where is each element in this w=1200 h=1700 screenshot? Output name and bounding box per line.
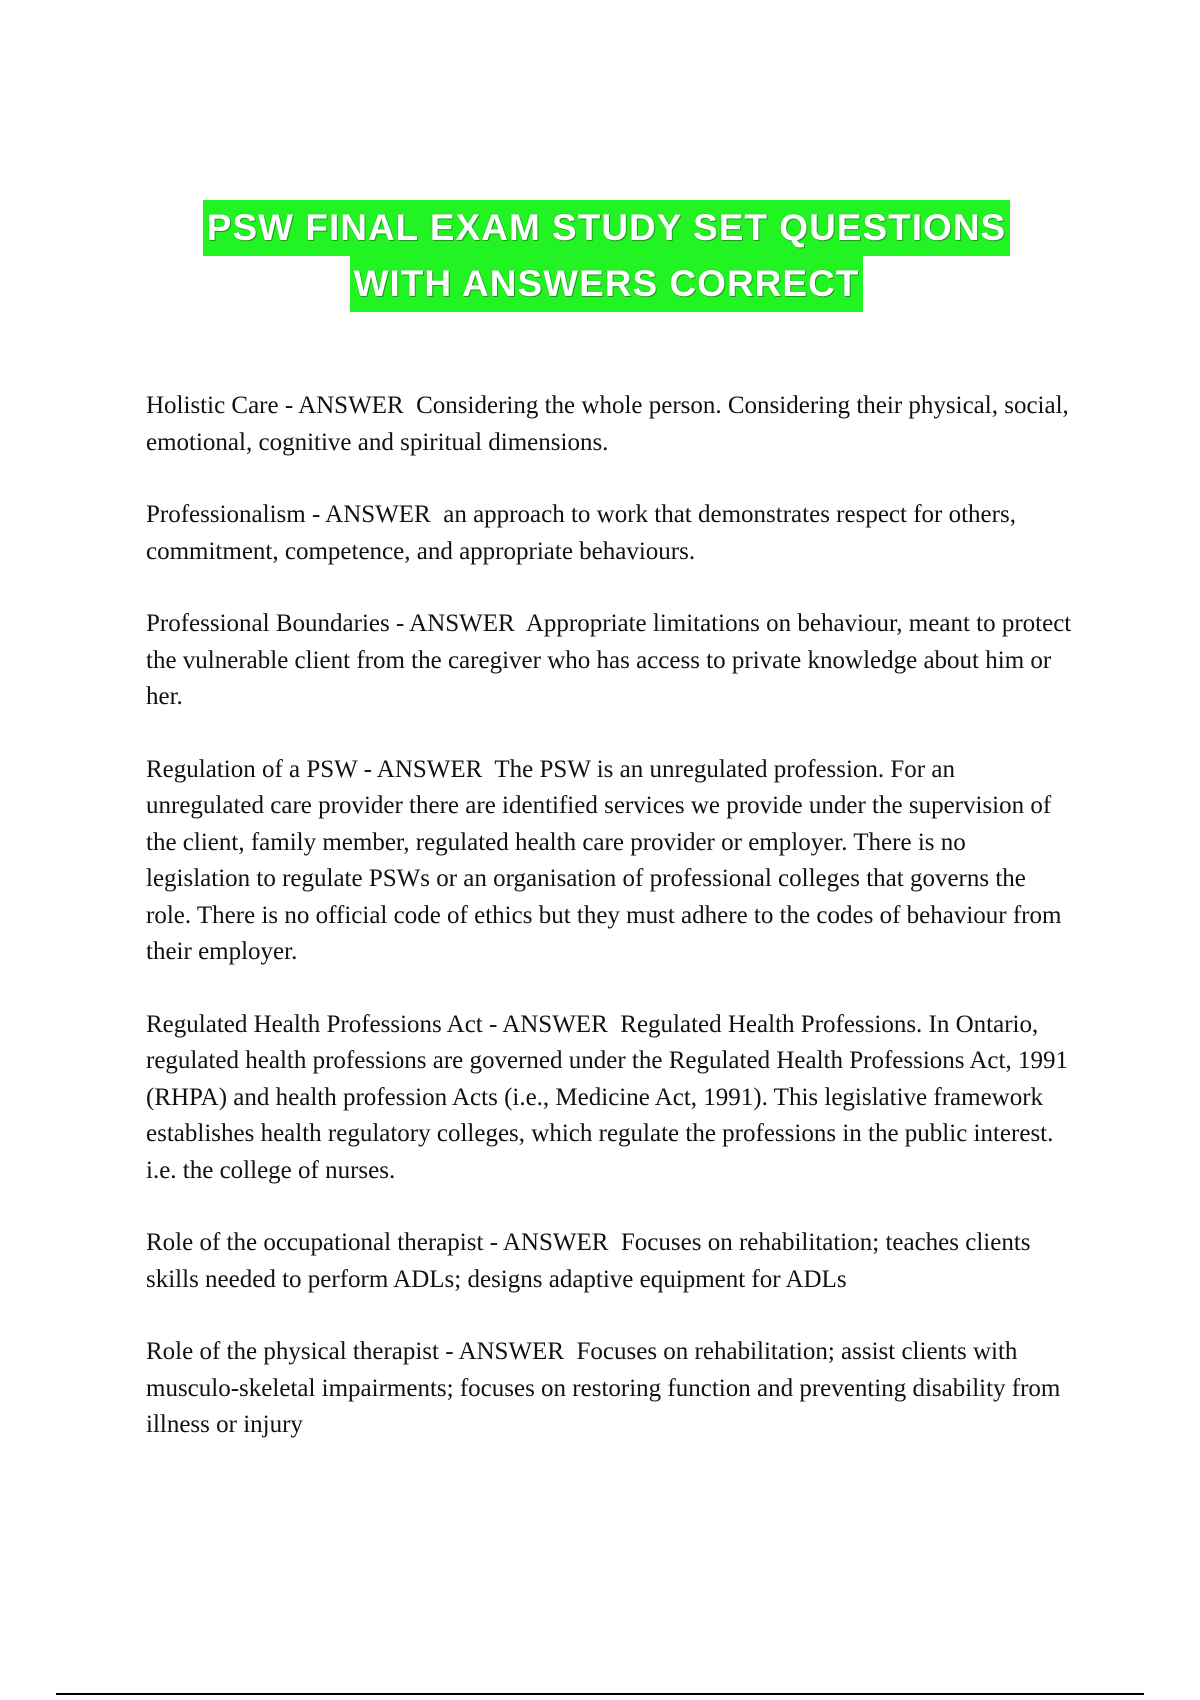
document-title — [0, 200, 1200, 312]
entry-term: Professional Boundaries — [146, 610, 390, 637]
answer-label: ANSWER — [376, 755, 483, 783]
qa-entry-regulation-of-psw — [146, 752, 1076, 971]
qa-entry-professionalism — [146, 497, 1076, 570]
qa-list — [146, 388, 1076, 1480]
entry-separator: - — [389, 610, 410, 637]
entry-separator: - — [305, 501, 326, 528]
entry-definition: Focuses on rehabilitation; teaches clients skills needed to perform ADLs; designs adaptive equipment for ADLs — [146, 1229, 1031, 1293]
entry-separator: - — [357, 755, 377, 783]
entry-separator: - — [438, 1338, 459, 1365]
entry-term: Professionalism — [146, 501, 306, 528]
entry-separator: - — [278, 392, 299, 419]
answer-label: ANSWER — [325, 501, 431, 528]
answer-label: ANSWER — [502, 1229, 609, 1256]
entry-definition: Regulated Health Professions. In Ontario, regulated health professions are governed under the Regulated Health Professions Act, 1991 (RHPA) and health profession Acts (i.e., Medicine Act, 1991). This legislative framework establishes health regulatory colleges, which regulate the professions in the public interest. i.e. the college of nurses. — [146, 1010, 1068, 1184]
entry-term: Role of the physical therapist — [146, 1338, 439, 1365]
qa-entry-rhpa — [146, 1007, 1076, 1190]
qa-entry-professional-boundaries — [146, 606, 1076, 716]
entry-definition: an approach to work that demonstrates respect for others, commitment, competence, and appropriate behaviours. — [146, 501, 1016, 565]
entry-definition: Focuses on rehabilitation; assist clients with musculo-skeletal impairments; focuses on restoring function and preventing disability from illness or injury — [146, 1338, 1061, 1438]
entry-definition: Appropriate limitations on behaviour, meant to protect the vulnerable client from the caregiver who has access to private knowledge about him or her. — [146, 610, 1072, 710]
qa-entry-holistic-care — [146, 388, 1076, 461]
answer-label: ANSWER — [298, 392, 404, 419]
entry-term: Regulation of a PSW — [146, 755, 358, 783]
entry-separator: - — [482, 1010, 503, 1038]
qa-entry-occupational-therapist — [146, 1225, 1076, 1298]
page-bottom-rule — [56, 1693, 1144, 1695]
entry-term: Holistic Care — [146, 392, 279, 419]
answer-label: ANSWER — [502, 1010, 608, 1038]
entry-term: Role of the occupational therapist — [146, 1229, 484, 1256]
entry-term: Regulated Health Professions Act — [146, 1010, 483, 1038]
answer-label: ANSWER — [458, 1338, 564, 1365]
entry-definition: The PSW is an unregulated profession. For an unregulated care provider there are identified services we provide under the supervision of the client, family member, regulated health care provider or employer. There is no legislation to regulate PSWs or an organisation of professional colleges that governs the role. There is no official code of ethics but they must adhere to the codes of behaviour from their employer. — [146, 755, 1062, 965]
entry-separator: - — [483, 1229, 503, 1256]
title-line-1: PSW FINAL EXAM STUDY SET QUESTIONS — [203, 200, 1010, 256]
qa-entry-physical-therapist — [146, 1334, 1076, 1444]
answer-label: ANSWER — [409, 610, 515, 637]
title-line-2: WITH ANSWERS CORRECT — [350, 256, 864, 312]
entry-definition: Considering the whole person. Considering their physical, social, emotional, cognitive and spiritual dimensions. — [146, 392, 1069, 456]
